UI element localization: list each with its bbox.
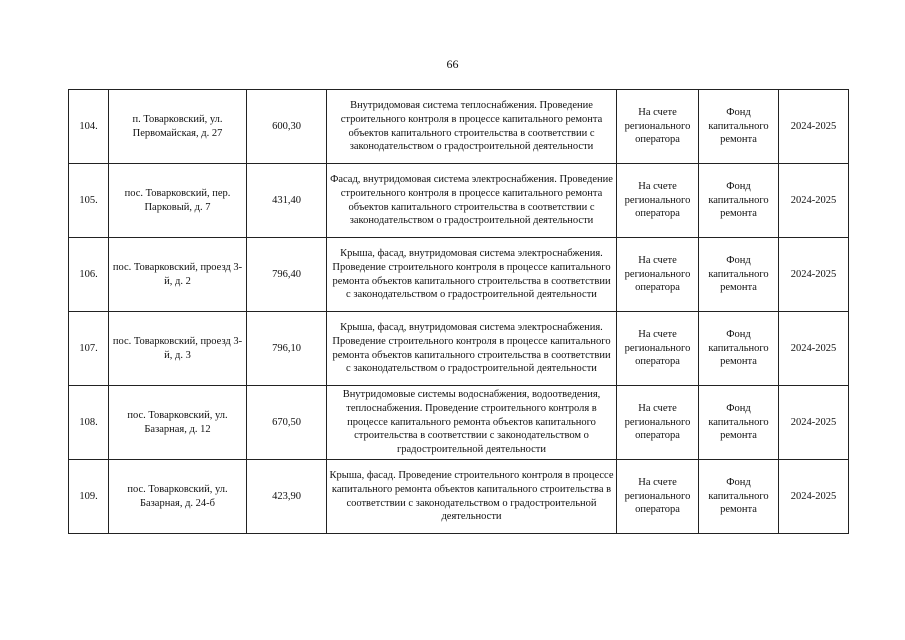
period-cell: 2024-2025 (779, 164, 849, 238)
funding-source-cell: На счете регионального оператора (617, 90, 699, 164)
address-cell: пос. Товарковский, пер. Парковый, д. 7 (109, 164, 247, 238)
works-description-cell: Внутридомовая система теплоснабжения. Проведение строительного контроля в процессе капитального ремонта объектов капитального строительства в соответствии с законодательством о градостроительной деятельности (327, 90, 617, 164)
funding-source-cell: На счете регионального оператора (617, 238, 699, 312)
works-description-cell: Крыша, фасад, внутридомовая система электроснабжения. Проведение строительного контроля в процессе капитального ремонта объектов капитального строительства в соответствии с законодательством о градостроительной деятельности (327, 312, 617, 386)
works-description-cell: Внутридомовые системы водоснабжения, водоотведения, теплоснабжения. Проведение строительного контроля в процессе капитального ремонта объектов капитального строительства в соответствии с законодательством о градостроительной деятельности (327, 386, 617, 460)
address-cell: пос. Товарковский, ул. Базарная, д. 12 (109, 386, 247, 460)
row-number: 106. (69, 238, 109, 312)
page-number: 66 (446, 57, 459, 71)
address-cell: пос. Товарковский, проезд 3-й, д. 2 (109, 238, 247, 312)
repair-works-table (68, 89, 849, 534)
table-row (69, 164, 849, 238)
executor-cell: Фонд капитального ремонта (699, 238, 779, 312)
executor-cell: Фонд капитального ремонта (699, 164, 779, 238)
works-description-cell: Крыша, фасад, внутридомовая система электроснабжения. Проведение строительного контроля в процессе капитального ремонта объектов капитального строительства в соответствии с законодательством о градостроительной деятельности (327, 238, 617, 312)
works-description-cell: Крыша, фасад. Проведение строительного контроля в процессе капитального ремонта объектов капитального строительства в соответствии с законодательством о градостроительной деятельности (327, 460, 617, 534)
executor-cell: Фонд капитального ремонта (699, 386, 779, 460)
period-cell: 2024-2025 (779, 460, 849, 534)
area-cell: 431,40 (247, 164, 327, 238)
period-cell: 2024-2025 (779, 238, 849, 312)
area-cell: 423,90 (247, 460, 327, 534)
row-number: 109. (69, 460, 109, 534)
funding-source-cell: На счете регионального оператора (617, 460, 699, 534)
table-row (69, 238, 849, 312)
row-number: 107. (69, 312, 109, 386)
period-cell: 2024-2025 (779, 90, 849, 164)
executor-cell: Фонд капитального ремонта (699, 90, 779, 164)
executor-cell: Фонд капитального ремонта (699, 460, 779, 534)
table-row (69, 386, 849, 460)
funding-source-cell: На счете регионального оператора (617, 386, 699, 460)
address-cell: пос. Товарковский, проезд 3-й, д. 3 (109, 312, 247, 386)
address-cell: п. Товарковский, ул. Первомайская, д. 27 (109, 90, 247, 164)
row-number: 108. (69, 386, 109, 460)
funding-source-cell: На счете регионального оператора (617, 164, 699, 238)
period-cell: 2024-2025 (779, 386, 849, 460)
period-cell: 2024-2025 (779, 312, 849, 386)
area-cell: 600,30 (247, 90, 327, 164)
table-row (69, 90, 849, 164)
area-cell: 796,40 (247, 238, 327, 312)
row-number: 104. (69, 90, 109, 164)
area-cell: 796,10 (247, 312, 327, 386)
works-description-cell: Фасад, внутридомовая система электроснабжения. Проведение строительного контроля в процессе капитального ремонта объектов капитального строительства в соответствии с законодательством о градостроительной деятельности (327, 164, 617, 238)
funding-source-cell: На счете регионального оператора (617, 312, 699, 386)
executor-cell: Фонд капитального ремонта (699, 312, 779, 386)
table-row (69, 312, 849, 386)
table-row (69, 460, 849, 534)
row-number: 105. (69, 164, 109, 238)
area-cell: 670,50 (247, 386, 327, 460)
address-cell: пос. Товарковский, ул. Базарная, д. 24-б (109, 460, 247, 534)
